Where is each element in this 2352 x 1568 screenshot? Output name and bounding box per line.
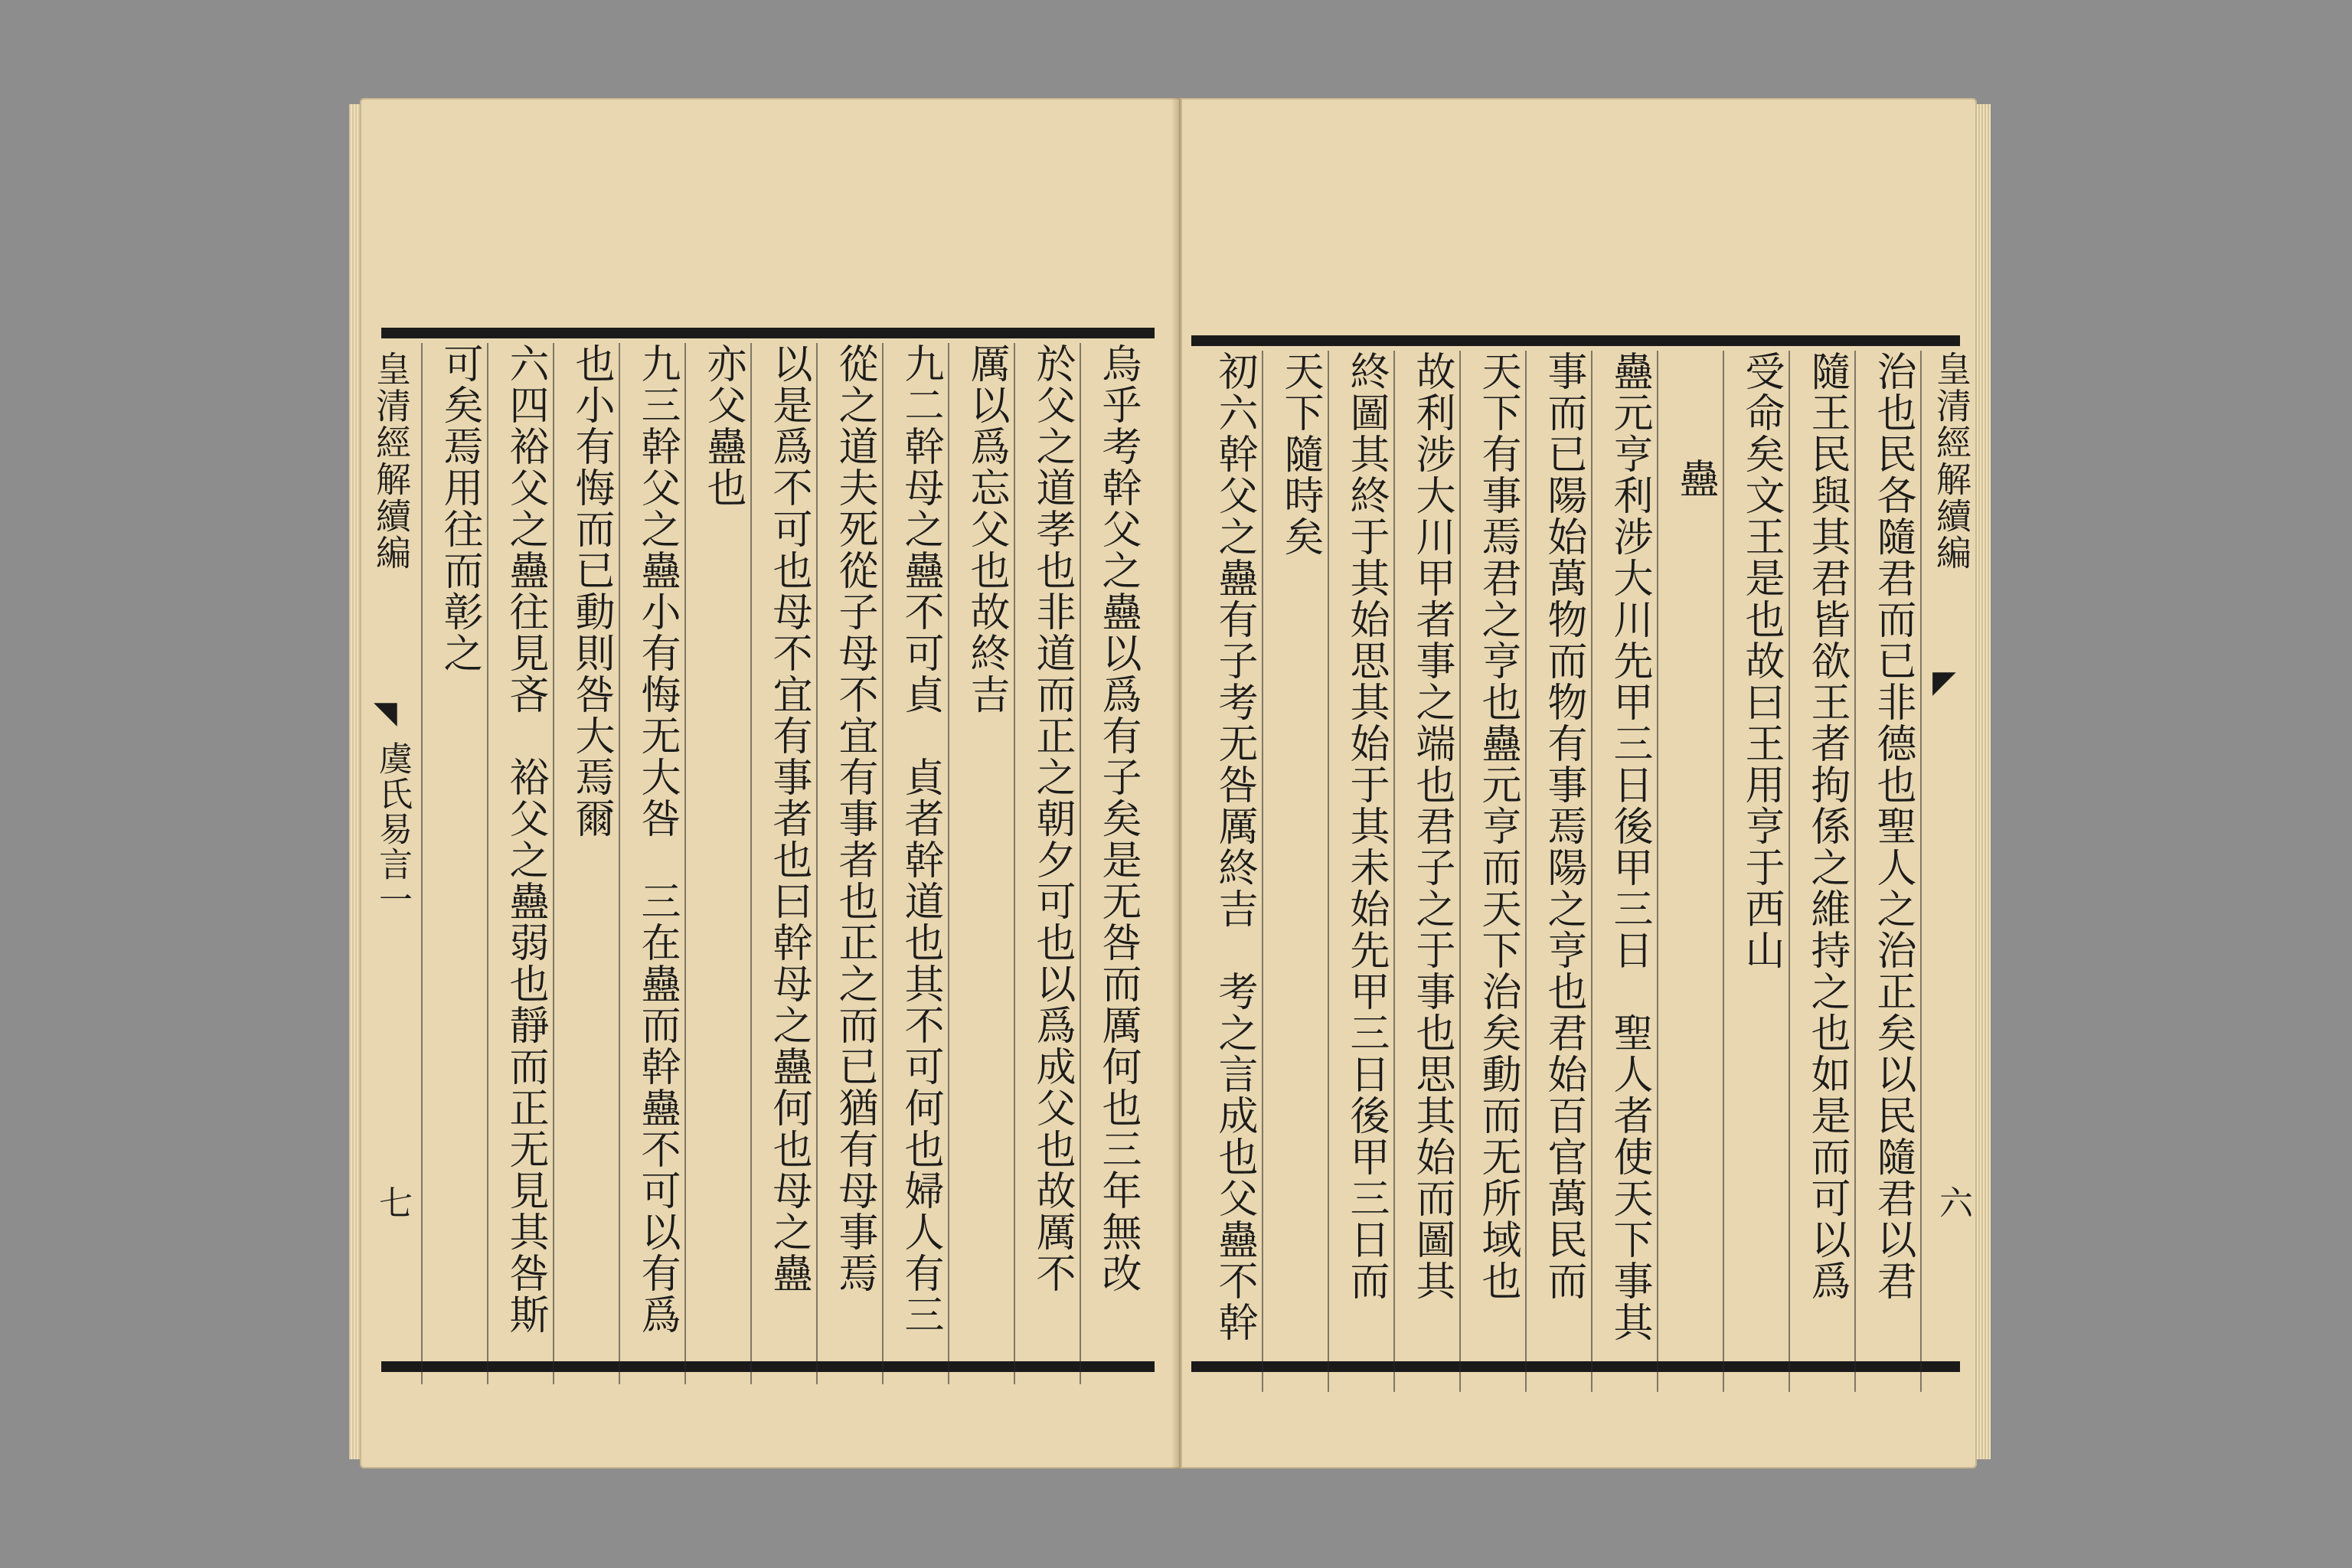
column-rule: [1854, 351, 1856, 1392]
text-column: 天下隨時矣: [1277, 351, 1323, 557]
column-rule: [816, 343, 818, 1384]
open-book: [360, 90, 1983, 1491]
text-column: 初六幹父之蠱有子考无咎厲終吉 考之言成也父蠱不幹: [1211, 351, 1257, 1343]
text-column: 厲以爲忘父也故終吉: [963, 343, 1009, 715]
column-rule: [1328, 351, 1329, 1392]
fish-tail-mark: ◥: [374, 695, 397, 730]
column-rule: [1525, 351, 1527, 1392]
right-margin-folio: 六: [1933, 1185, 1972, 1220]
left-page: [360, 98, 1181, 1468]
text-column: 於父之道孝也非道而正之朝夕可也以爲成父也故厲不: [1029, 343, 1075, 1294]
fish-tail-mark: ◤: [1932, 665, 1956, 700]
column-rule: [1591, 351, 1592, 1392]
column-rule: [1920, 351, 1922, 1392]
column-rule: [619, 343, 620, 1384]
text-column: 蠱元亨利涉大川先甲三日後甲三日 聖人者使天下事其: [1606, 351, 1652, 1343]
right-page: [1181, 98, 1977, 1468]
column-rule: [1014, 343, 1015, 1384]
hexagram-heading: 蠱: [1672, 458, 1718, 499]
text-column: 治也民各隨君而已非德也聖人之治正矣以民隨君以君: [1870, 351, 1916, 1302]
column-rule: [948, 343, 949, 1384]
column-rule: [1080, 343, 1081, 1384]
column-rule: [421, 343, 423, 1384]
right-text-block: [1196, 351, 1923, 1361]
text-column: 天下有事焉君之亨也蠱元亨而天下治矣動而无所域也: [1475, 351, 1521, 1302]
text-column: 也小有悔而已動則咎大焉爾: [568, 343, 614, 839]
text-column: 故利涉大川甲者事之端也君子之于事也思其始而圖其: [1409, 351, 1455, 1302]
text-column: 九二幹母之蠱不可貞 貞者幹道也其不可何也婦人有三: [897, 343, 943, 1335]
left-margin-folio: 七: [373, 1185, 412, 1220]
left-margin-chapter: 虞氏易言一: [373, 741, 412, 917]
text-column: 事而已陽始萬物而物有事焉陽之亨也君始百官萬民而: [1540, 351, 1586, 1302]
left-text-block: [421, 343, 1148, 1361]
column-rule: [1393, 351, 1395, 1392]
text-column: 終圖其終于其始思其始于其未始先甲三日後甲三日而: [1343, 351, 1389, 1302]
text-column: 受命矣文王是也故曰王用亨于西山: [1738, 351, 1784, 971]
column-rule: [1788, 351, 1790, 1392]
column-rule: [750, 343, 752, 1384]
text-column: 九三幹父之蠱小有悔无大咎 三在蠱而幹蠱不可以有爲: [634, 343, 680, 1335]
column-rule: [553, 343, 554, 1384]
column-rule: [487, 343, 488, 1384]
text-column: 可矣焉用往而彰之: [436, 343, 482, 674]
right-margin-title: 皇清經解續編: [1931, 351, 1972, 571]
text-column: 六四裕父之蠱往見吝 裕父之蠱弱也靜而正无見其咎斯: [502, 343, 548, 1335]
left-top-border: [381, 328, 1155, 338]
text-column: 烏乎考幹父之蠱以爲有子矣是无咎而厲何也三年無改: [1095, 343, 1141, 1294]
column-rule: [1723, 351, 1724, 1392]
text-column: 從之道夫死從子母不宜有事者也正之而已猶有母事焉: [831, 343, 877, 1294]
column-rule: [684, 343, 686, 1384]
column-rule: [1262, 351, 1263, 1392]
column-rule: [882, 343, 884, 1384]
right-top-border: [1191, 335, 1960, 346]
text-column: 以是爲不可也母不宜有事者也曰幹母之蠱何也母之蠱: [766, 343, 812, 1294]
text-column: 隨王民與其君皆欲王者拘係之維持之也如是而可以爲: [1804, 351, 1850, 1302]
text-column: 亦父蠱也: [700, 343, 746, 508]
left-margin-title: 皇清經解續編: [371, 351, 412, 571]
column-rule: [1657, 351, 1658, 1392]
column-rule: [1459, 351, 1461, 1392]
